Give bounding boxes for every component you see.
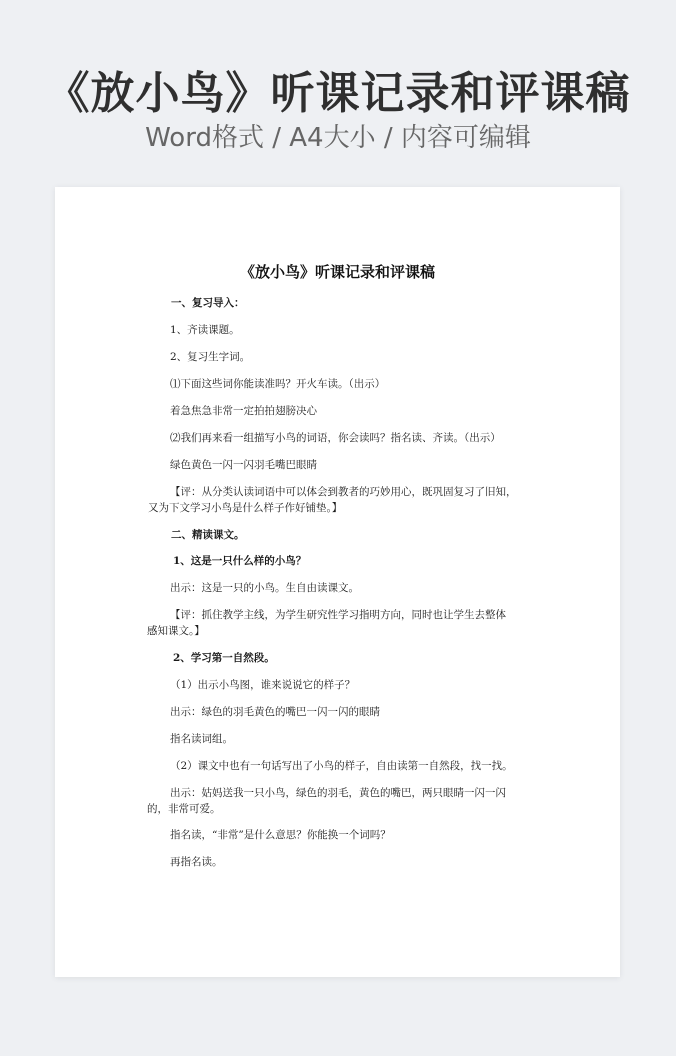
paragraph-line: 的，非常可爱。 (147, 803, 221, 815)
paragraph-line: 指名读词组。 (170, 733, 233, 745)
paragraph-line: 1、齐读课题。 (170, 324, 240, 336)
paragraph-line: 绿色黄色一闪一闪羽毛嘴巴眼睛 (170, 459, 317, 471)
comment-line: 又为下文学习小鸟是什么样子作好铺垫。】 (148, 502, 343, 514)
subheading: 1、这是一只什么样的小鸟？ (173, 555, 307, 567)
document-page (55, 187, 620, 977)
paragraph-line: 着急焦急非常一定拍拍翅膀决心 (170, 405, 317, 417)
section-heading-review: 一、复习导入： (171, 297, 245, 309)
comment-line: 感知课文。】 (147, 625, 205, 637)
paragraph-line: （1）出示小鸟图，谁来说说它的样子？ (170, 679, 356, 691)
paragraph-line: 出示：这是一只的小鸟。生自由读课文。 (170, 582, 359, 594)
subheading: 2、学习第一自然段。 (173, 652, 275, 664)
paragraph-line: 出示：姑妈送我一只小鸟，绿色的羽毛，黄色的嘴巴，两只眼睛一闪一闪 (170, 787, 506, 799)
comment-line: 【评：抓住教学主线，为学生研究性学习指明方向，同时也让学生去整体 (170, 609, 506, 621)
document-title: 《放小鸟》听课记录和评课稿 (239, 263, 435, 281)
paragraph-line: 出示：绿色的羽毛黄色的嘴巴一闪一闪的眼睛 (170, 706, 380, 718)
paragraph-line: 2、复习生字词。 (170, 351, 251, 363)
banner-subtitle: Word格式 / A4大小 / 内容可编辑 (145, 123, 531, 153)
paragraph-line: 指名读，“非常”是什么意思？你能换一个词吗？ (170, 829, 391, 841)
banner-title: 《放小鸟》听课记录和评课稿 (45, 68, 631, 119)
paragraph-line: ⑴下面这些词你能读准吗？开火车读。（出示） (170, 378, 386, 390)
paragraph-line: ⑵我们再来看一组描写小鸟的词语，你会读吗？指名读、齐读。（出示） (170, 432, 501, 444)
section-heading-reading: 二、精读课文。 (171, 529, 245, 541)
paragraph-line: （2）课文中也有一句话写出了小鸟的样子，自由读第一自然段，找一找。 (170, 760, 513, 772)
paragraph-line: 再指名读。 (170, 856, 223, 868)
comment-line: 【评：从分类认读词语中可以体会到教者的巧妙用心，既巩固复习了旧知， (170, 486, 517, 498)
